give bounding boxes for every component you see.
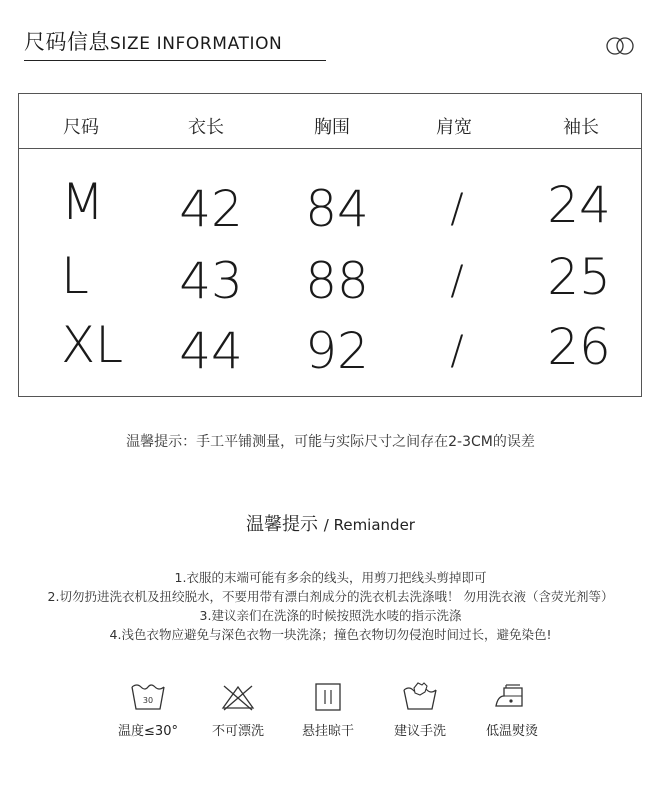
wash-temperature-text: 30 xyxy=(142,696,154,705)
reminder-title xyxy=(0,510,661,536)
length-cell: 44 xyxy=(179,322,243,380)
header-divider xyxy=(19,148,641,149)
shoulder-cell: / xyxy=(450,328,464,374)
care-label: 悬挂晾干 xyxy=(301,724,354,739)
column-header-shoulder: 肩宽 xyxy=(436,117,472,138)
reminder-title-cn: 温馨提示 xyxy=(246,514,319,535)
length-cell: 42 xyxy=(179,180,243,238)
low-iron-icon xyxy=(492,682,532,712)
care-label: 建议手洗 xyxy=(393,724,446,739)
care-item-no-bleach xyxy=(198,682,278,739)
measure-note: 温馨提示：手工平铺测量，可能与实际尺寸之间存在2-3CM的误差 xyxy=(126,434,535,450)
chest-cell: 92 xyxy=(305,322,369,380)
size-cell: XL xyxy=(61,316,124,374)
page-title xyxy=(24,26,282,56)
care-item-wash xyxy=(108,682,188,739)
size-cell: L xyxy=(61,247,89,305)
size-table xyxy=(18,93,642,397)
reminder-line: 4.浅色衣物应避免与深色衣物一块洗涤；撞色衣物切勿侵泡时间过长，避免染色! xyxy=(109,627,552,642)
column-header-sleeve: 袖长 xyxy=(563,117,599,138)
length-cell: 43 xyxy=(179,252,243,310)
reminder-line: 3.建议亲们在洗涤的时候按照洗水唛的指示洗涤 xyxy=(199,608,462,623)
care-label: 不可漂洗 xyxy=(211,724,264,739)
reminder-line: 2.切勿扔进洗衣机及扭绞脱水，不要用带有漂白剂成分的洗衣机去洗涤哦！ 勿用洗衣液（含荧光剂等） xyxy=(47,589,614,604)
chest-cell: 84 xyxy=(305,180,369,238)
title-en: SIZE INFORMATION xyxy=(110,34,283,54)
hang-dry-icon xyxy=(311,682,345,712)
column-header-chest: 胸围 xyxy=(314,117,350,138)
column-header-size: 尺码 xyxy=(63,117,99,138)
sleeve-cell: 26 xyxy=(547,318,611,376)
hand-wash-icon xyxy=(400,682,440,712)
title-underline xyxy=(24,60,326,61)
care-item-hang-dry xyxy=(288,682,368,739)
column-header-length: 衣长 xyxy=(188,117,224,138)
title-cn: 尺码信息 xyxy=(24,30,110,54)
reminder-title-en: / Remiander xyxy=(323,516,415,534)
care-label: 温度≤30° xyxy=(118,724,178,739)
sleeve-cell: 24 xyxy=(547,176,611,234)
care-label: 低温熨烫 xyxy=(485,724,538,739)
chest-cell: 88 xyxy=(305,252,369,310)
sleeve-cell: 25 xyxy=(547,248,611,306)
care-item-low-iron xyxy=(472,682,552,739)
size-cell: M xyxy=(61,173,105,231)
no-bleach-icon xyxy=(218,682,258,712)
care-item-hand-wash xyxy=(380,682,460,739)
reminder-line: 1.衣服的末端可能有多余的线头，用剪刀把线头剪掉即可 xyxy=(174,570,487,585)
shoulder-cell: / xyxy=(450,186,464,232)
wash-30-icon xyxy=(129,682,167,712)
shoulder-cell: / xyxy=(450,258,464,304)
interlocking-rings-icon xyxy=(604,36,636,56)
